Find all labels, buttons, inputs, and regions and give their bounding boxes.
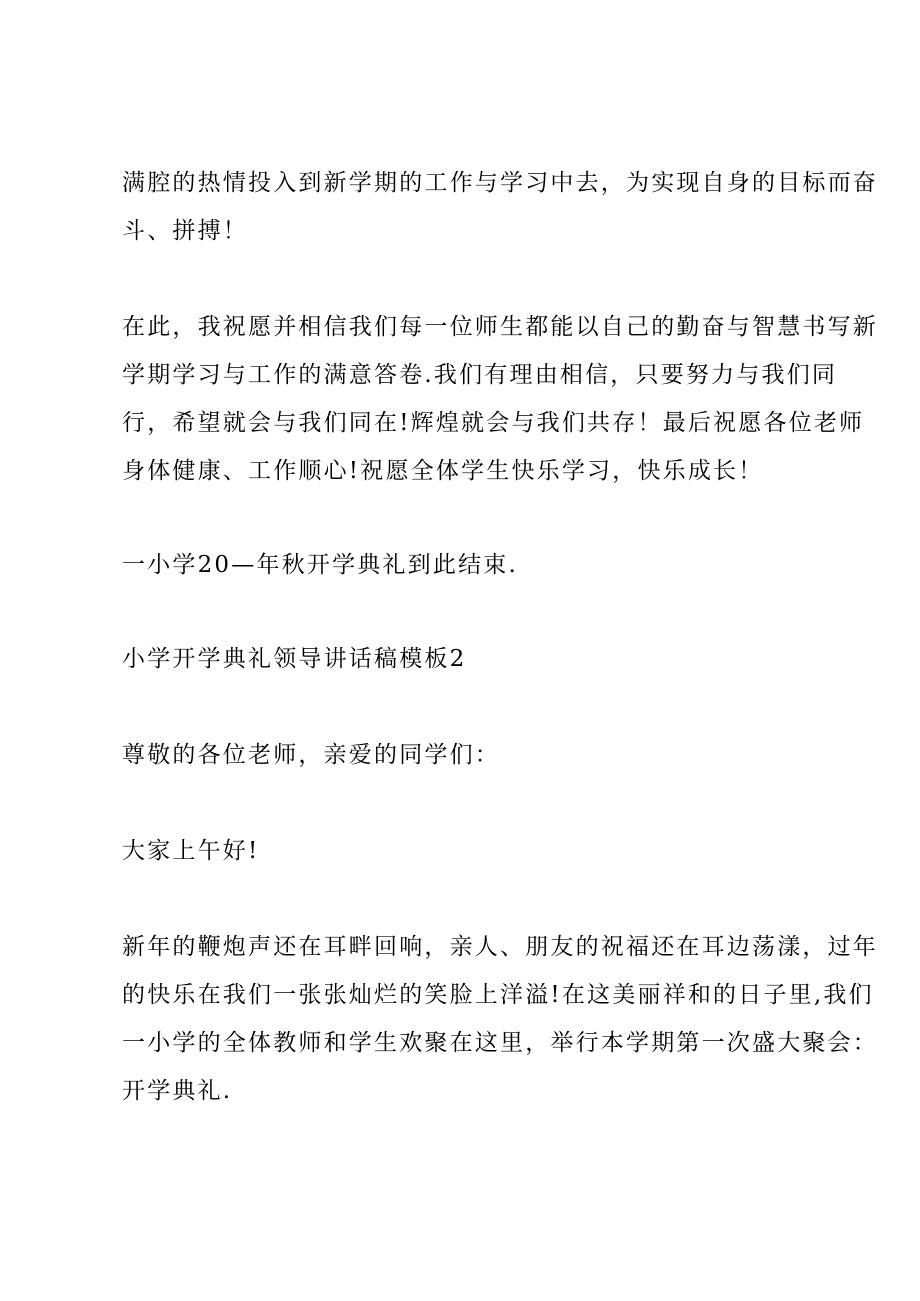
paragraph-2-line-3: 行，希望就会与我们同在!辉煌就会与我们共存！最后祝愿各位老师 — [122, 410, 865, 436]
paragraph-1-line-2: 斗、拼搏！ — [122, 218, 248, 244]
paragraph-7-line-3: 一小学的全体教师和学生欢聚在这里，举行本学期第一次盛大聚会： — [122, 1030, 878, 1056]
paragraph-2-line-2: 学期学习与工作的满意答卷.我们有理由相信，只要努力与我们同 — [122, 362, 838, 388]
greeting: 大家上午好! — [122, 838, 260, 864]
paragraph-7-line-1: 新年的鞭炮声还在耳畔回响，亲人、朋友的祝福还在耳边荡漾，过年 — [122, 934, 878, 960]
paragraph-1-line-1: 满腔的热情投入到新学期的工作与学习中去，为实现自身的目标而奋 — [122, 170, 878, 196]
paragraph-7-line-4: 开学典礼. — [122, 1078, 233, 1104]
paragraph-7-line-2: 的快乐在我们一张张灿烂的笑脸上洋溢!在这美丽祥和的日子里,我们 — [122, 982, 874, 1008]
closing-line: 一小学20—年秋开学典礼到此结束. — [122, 552, 518, 578]
salutation: 尊敬的各位老师，亲爱的同学们： — [122, 742, 500, 768]
paragraph-2-line-1: 在此，我祝愿并相信我们每一位师生都能以自己的勤奋与智慧书写新 — [122, 314, 878, 340]
paragraph-2-line-4: 身体健康、工作顺心!祝愿全体学生快乐学习，快乐成长！ — [122, 458, 764, 484]
section-title: 小学开学典礼领导讲话稿模板2 — [122, 646, 467, 672]
